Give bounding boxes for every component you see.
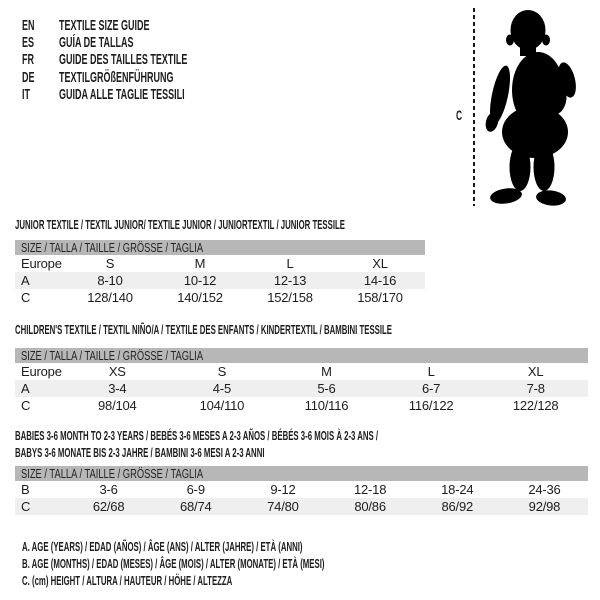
language-code: IT (22, 85, 31, 103)
babies-textile-table (15, 427, 588, 515)
size-cell: 5-6 (317, 381, 336, 396)
row-label: Europe (21, 256, 62, 271)
language-row (22, 69, 273, 86)
size-cell: M (194, 256, 206, 271)
size-cell: XL (527, 364, 544, 379)
table-title: BABIES 3-6 MONTH TO 2-3 YEARS / BEBÉS 3-6 MESES A 2-3 AÑOS / BÉBÉS 3-6 MOIS À 2-3 ANS / (15, 428, 379, 443)
size-header-band: SIZE / TALLA / TAILLE / GRÖSSE / TAGLIA (15, 240, 425, 255)
legend (22, 538, 526, 590)
row-label: Europe (21, 364, 62, 379)
size-cell: 6-7 (421, 381, 441, 396)
size-cell: 7-8 (526, 381, 545, 396)
table-title-line2: BABYS 3-6 MONATE BIS 2-3 JAHRE / BAMBINI 3-6 MESI A 2-3 ANNI (15, 445, 265, 460)
table-rows (15, 481, 588, 515)
size-cell: 3-4 (108, 381, 127, 396)
size-cell: 12-13 (273, 273, 307, 288)
height-measure-label: C (456, 107, 463, 123)
table-title: CHILDREN'S TEXTILE / TEXTIL NIÑO/A / TEXTILE DES ENFANTS / KINDERTEXTIL / BAMBINI TESSILE (15, 322, 393, 337)
size-cell: 3-6 (99, 482, 118, 497)
size-cell: 122/128 (512, 398, 559, 413)
size-cell: XL (372, 256, 388, 271)
size-cell: S (105, 256, 115, 271)
table-row (15, 255, 425, 272)
table-row (15, 363, 588, 380)
row-label: C (21, 499, 31, 514)
size-cell: 14-16 (363, 273, 397, 288)
size-cell: 86/92 (441, 499, 474, 514)
table-row (15, 272, 425, 289)
size-cell: 10-12 (183, 273, 217, 288)
size-cell: 12-18 (353, 482, 387, 497)
size-cell: 152/158 (267, 290, 313, 305)
language-code: EN (22, 17, 35, 35)
size-cell: 8-10 (97, 273, 123, 288)
size-cell: 80/86 (354, 499, 386, 514)
guide-title: TEXTILE SIZE GUIDE (59, 17, 150, 35)
row-label: A (21, 273, 30, 288)
junior-textile-table (15, 216, 425, 306)
guide-title: GUIDE DES TAILLES TEXTILE (59, 51, 188, 69)
size-header-band: SIZE / TALLA / TAILLE / GRÖSSE / TAGLIA (15, 466, 588, 481)
size-cell: S (217, 364, 227, 379)
language-code: FR (22, 51, 34, 69)
size-cell: 74/80 (267, 499, 299, 514)
legend-item-c: C. (cm) HEIGHT / ALTURA / HAUTEUR / HÖHE / ALTEZZA (22, 573, 233, 589)
table-row (15, 380, 588, 397)
size-cell: 4-5 (212, 381, 231, 396)
toddler-silhouette (480, 0, 600, 215)
size-cell: 98/104 (98, 398, 137, 413)
size-cell: L (286, 256, 294, 271)
size-cell: 24-36 (528, 482, 561, 497)
language-row (22, 86, 273, 103)
children-textile-table (15, 321, 588, 414)
language-row (22, 17, 273, 34)
size-cell: XS (108, 364, 126, 379)
table-row (15, 498, 588, 515)
guide-title: GUÍA DE TALLAS (59, 34, 134, 52)
size-cell: 116/122 (408, 398, 454, 413)
guide-title: GUIDA ALLE TAGLIE TESSILI (59, 85, 185, 103)
size-header-band: SIZE / TALLA / TAILLE / GRÖSSE / TAGLIA (15, 348, 588, 363)
language-code: DE (22, 68, 35, 86)
table-rows (15, 363, 588, 414)
row-label: C (21, 398, 31, 413)
size-cell: 18-24 (441, 482, 474, 497)
legend-item-b: B. AGE (MONTHS) / EDAD (MESES) / ÂGE (MOIS) / ALTER (MONATE) / ETÀ (MESI) (22, 556, 325, 572)
height-measure-dashed-line (473, 8, 475, 206)
language-row (22, 51, 273, 68)
language-code: ES (22, 34, 35, 52)
language-row (22, 34, 273, 51)
language-title-block (22, 17, 273, 103)
size-cell: 9-12 (270, 482, 296, 497)
size-cell: L (427, 364, 435, 379)
row-label: C (21, 290, 31, 305)
size-cell: 128/140 (87, 290, 133, 305)
size-cell: 104/110 (199, 398, 245, 413)
table-rows (15, 255, 425, 306)
size-cell: 110/116 (304, 398, 349, 413)
table-row (15, 289, 425, 306)
size-cell: 6-9 (186, 482, 205, 497)
row-label: A (21, 381, 30, 396)
size-cell: 68/74 (179, 499, 212, 514)
table-row (15, 481, 588, 498)
table-title: JUNIOR TEXTILE / TEXTIL JUNIOR/ TEXTILE JUNIOR / JUNIORTEXTIL / JUNIOR TESSILE (15, 217, 345, 232)
size-cell: M (321, 364, 332, 379)
table-row (15, 397, 588, 414)
size-cell: 140/152 (177, 290, 223, 305)
size-cell: 158/170 (357, 290, 403, 305)
legend-item-a: A. AGE (YEARS) / EDAD (AÑOS) / ÂGE (ANS) / ALTER (JAHRE) / ETÀ (ANNI) (22, 539, 303, 554)
row-label: B (21, 482, 30, 497)
guide-title: TEXTILGRÖßENFÜHRUNG (59, 68, 174, 86)
size-cell: 62/68 (92, 499, 125, 514)
size-cell: 92/98 (528, 499, 561, 514)
